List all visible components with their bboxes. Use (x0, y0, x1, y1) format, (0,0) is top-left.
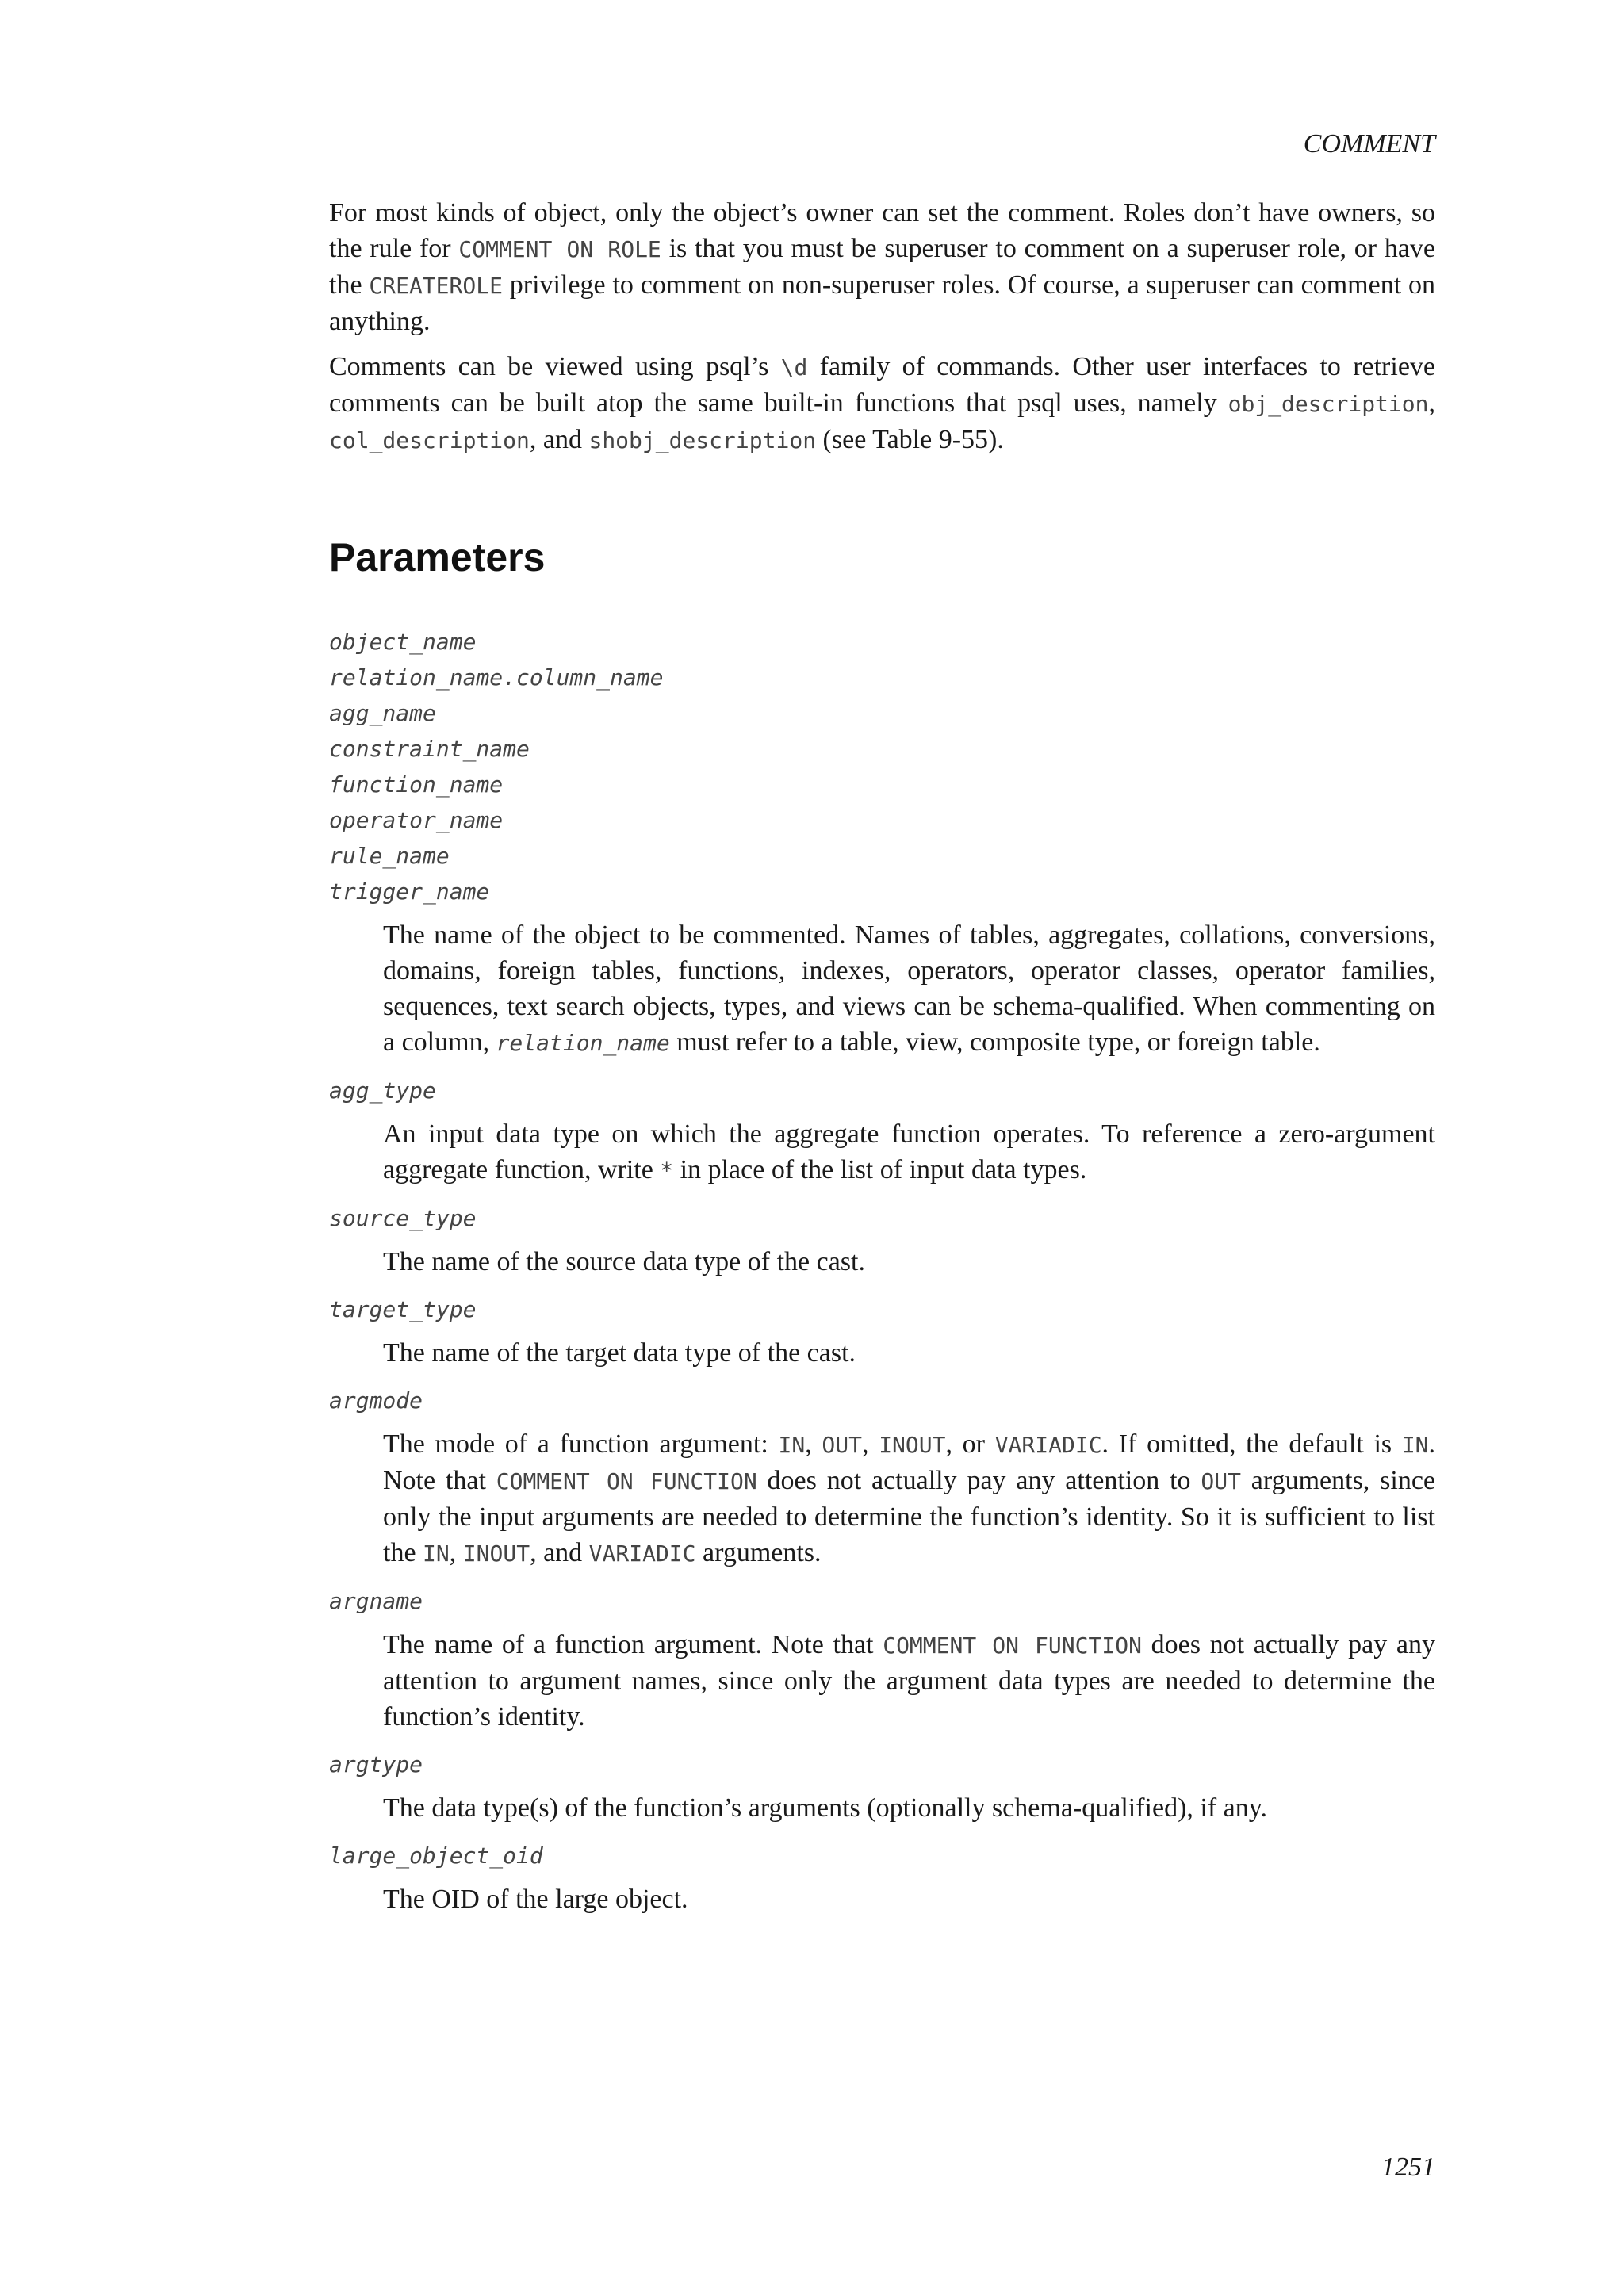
param-term: function_name (329, 771, 504, 798)
param-term: trigger_name (329, 878, 490, 905)
param-term: argmode (329, 1387, 423, 1414)
param-description: The OID of the large object. (383, 1885, 688, 1914)
page-number: 1251 (1381, 2152, 1435, 2182)
code-shobj-description: shobj_description (588, 427, 817, 453)
param-term: argname (329, 1588, 423, 1614)
param-description: The name of the target data type of the cast. (383, 1338, 856, 1368)
param-term: relation_name.column_name (329, 664, 664, 691)
code-backslash-d: \d (780, 354, 808, 381)
param-description: The data type(s) of the function’s arguments (optionally schema-qualified), if any. (383, 1793, 1268, 1823)
param-description: The name of the source data type of the cast. (383, 1247, 865, 1276)
param-term: large_object_oid (329, 1843, 543, 1869)
intro-paragraph-ownership: For most kinds of object, only the object’s owner can set the comment. Roles don’t have owners, so the rule for COMMENT ON ROLE is that you must be superuser to comment on a superuser role, or have the CREATEROLE privilege to comment on non-superuser roles. Of course, a superuser can comment on anything. (329, 198, 1436, 336)
parameter-list (329, 624, 1435, 1929)
param-term: argtype (329, 1751, 423, 1777)
code-asterisk: * (660, 1158, 674, 1184)
param-term: source_type (329, 1205, 477, 1231)
param-description: An input data type on which the aggregate function operates. To reference a zero-argument aggregate function, write * in place of the list of input data types. (383, 1119, 1435, 1184)
var-relation-name: relation_name (496, 1030, 670, 1056)
code-comment-on-role: COMMENT ON ROLE (458, 236, 661, 262)
code-obj-description: obj_description (1228, 391, 1429, 417)
param-term: agg_name (329, 700, 436, 726)
param-term: object_name (329, 629, 477, 655)
code-createrole: CREATEROLE (369, 273, 503, 299)
param-term: agg_type (329, 1077, 436, 1104)
section-heading-parameters: Parameters (329, 535, 546, 580)
running-header: COMMENT (1303, 129, 1435, 159)
code-col-description: col_description (329, 427, 530, 453)
param-description: The name of a function argument. Note that COMMENT ON FUNCTION does not actually pay any attention to argument names, since only the argument data types are needed to determine the function’s identity. (383, 1630, 1436, 1732)
param-term: constraint_name (329, 736, 530, 762)
param-description: The name of the object to be commented. Names of tables, aggregates, collations, conversions, domains, foreign tables, functions, indexes, operators, operator classes, operator families, sequences, text search objects, types, and views can be schema-qualified. When commenting on a column, relation_name must refer to a table, view, composite type, or foreign table. (383, 920, 1435, 1057)
param-description: The mode of a function argument: IN, OUT, INOUT, or VARIADIC. If omitted, the default is IN. Note that COMMENT ON FUNCTION does not actually pay any attention to OUT arguments, since only the input arguments are needed to determine the function’s identity. So it is sufficient to list the IN, INOUT, and VARIADIC arguments. (383, 1429, 1436, 1567)
intro-paragraph-viewing: Comments can be viewed using psql’s \d family of commands. Other user interfaces to retrieve comments can be built atop the same built-in functions that psql uses, namely obj_description, col_description, and shobj_description (see Table 9-55). (329, 352, 1436, 454)
param-term: operator_name (329, 807, 504, 833)
param-term: target_type (329, 1296, 477, 1322)
document-page (329, 0, 1435, 2296)
param-term: rule_name (329, 843, 450, 869)
